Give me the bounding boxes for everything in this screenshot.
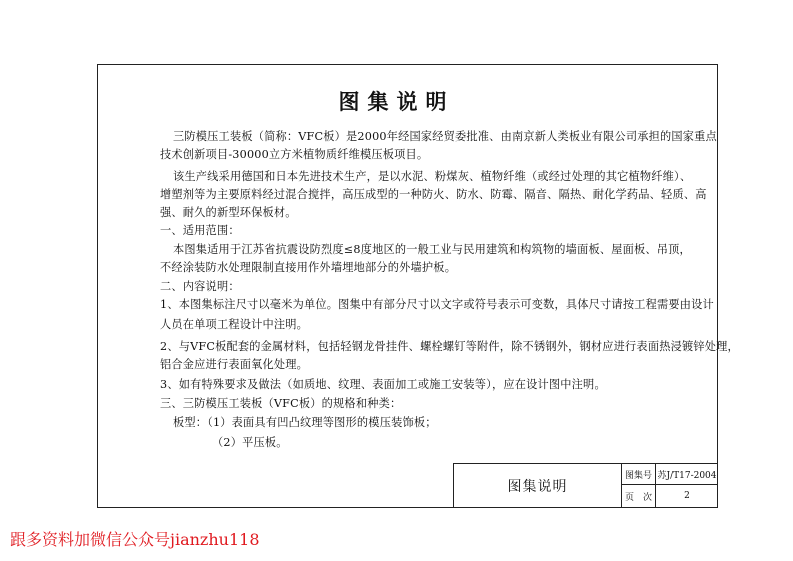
page-label: 页 次 <box>622 485 656 507</box>
body-line: 本图集适用于江苏省抗震设防烈度≤8度地区的一般工业与民用建筑和构筑物的墙面板、屋面板、吊顶， <box>173 243 691 256</box>
body-line: 技术创新项目-30000立方米植物质纤维模压板项目。 <box>160 148 429 161</box>
body-line: 强、耐久的新型环保板材。 <box>160 206 297 219</box>
section-heading: 一、适用范围： <box>160 224 240 237</box>
body-line: （2）平压板。 <box>212 436 288 449</box>
body-line: 1、本图集标注尺寸以毫米为单位。图集中有部分尺寸以文字或符号表示可变数，具体尺寸请按工程需要由设计 <box>160 298 714 311</box>
atlas-number: 苏J/T17-2004 <box>656 464 718 485</box>
atlas-number-label: 图集号 <box>622 464 656 485</box>
body-line: 该生产线采用德国和日本先进技术生产，是以水泥、粉煤灰、植物纤维（或经过处理的其它植物纤维）、 <box>173 170 692 183</box>
body-line: 三防模压工装板（简称：VFC板）是2000年经国家经贸委批准、由南京新人类板业有限公司承担的国家重点 <box>173 130 717 143</box>
page-number: 2 <box>684 491 690 501</box>
title-block <box>453 463 718 508</box>
section-heading: 三、三防模压工装板（VFC板）的规格和种类： <box>160 397 402 410</box>
body-line: 3、如有特殊要求及做法（如质地、纹理、表面加工或施工安装等），应在设计图中注明。 <box>160 378 606 391</box>
body-line: 板型：（1）表面具有凹凸纹理等图形的模压装饰板； <box>173 416 437 429</box>
body-line: 增塑剂等为主要原料经过混合搅拌，高压成型的一种防火、防水、防霉、隔音、隔热、耐化学药品、轻质、高 <box>160 188 707 201</box>
title-block-name: 图集说明 <box>454 464 622 507</box>
section-heading: 二、内容说明： <box>160 280 240 293</box>
body-line: 铝合金应进行表面氧化处理。 <box>160 358 309 371</box>
body-line: 人员在单项工程设计中注明。 <box>160 318 309 331</box>
page-title: 图集说明 <box>338 90 455 114</box>
body-line: 不经涂装防水处理限制直接用作外墙埋地部分的外墙护板。 <box>160 261 457 274</box>
watermark: 跟多资料加微信公众号jianzhu118 <box>10 530 260 549</box>
body-line: 2、与VFC板配套的金属材料，包括轻钢龙骨挂件、螺栓螺钉等附件，除不锈钢外，钢材应进行表面热浸镀锌处理， <box>160 340 739 353</box>
